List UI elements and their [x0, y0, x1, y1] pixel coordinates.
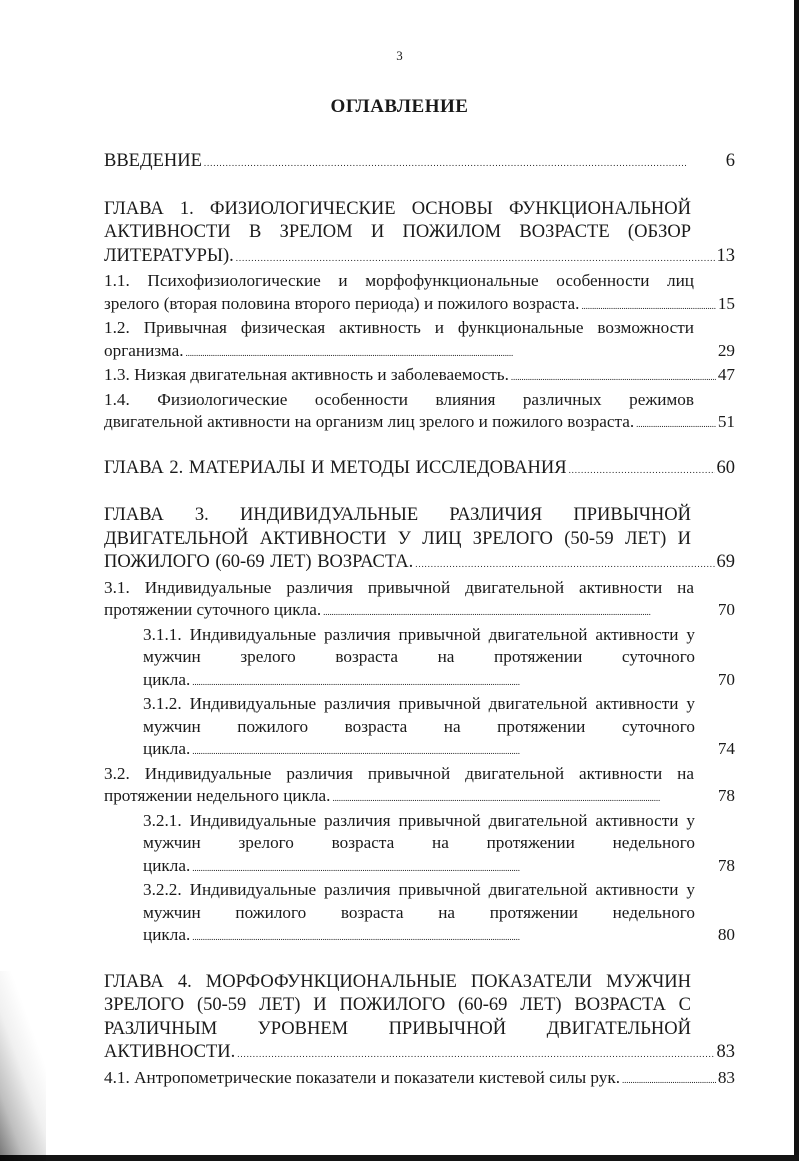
toc-entry-text: 3.2.1. Индивидуальные различия привычной двигательной активности у мужчин зрелого возраста на протяжении недельного: [143, 810, 695, 852]
dot-leader: [569, 457, 715, 483]
page-title: ОГЛАВЛЕНИЕ: [330, 96, 469, 117]
toc-entry-text: 3.1.2. Индивидуальные различия привычной двигательной активности у мужчин пожилого возраста на протяжении суточного: [143, 694, 695, 736]
toc-page-number: 15: [717, 293, 735, 313]
toc-page-number: 70: [717, 600, 735, 619]
toc-page-number: 6: [725, 151, 735, 171]
dot-leader: [192, 738, 716, 763]
toc-entry-text: 1.4. Физиологические особенности влияния различных режимов: [104, 389, 694, 409]
toc-entry-text-end: ЛИТЕРАТУРЫ).: [104, 245, 234, 266]
toc-entry-chapter-3[interactable]: [104, 504, 735, 577]
dot-leader: [581, 293, 715, 318]
toc-entry-chapter-1[interactable]: [104, 198, 735, 271]
toc-entry-text: ГЛАВА 2. МАТЕРИАЛЫ И МЕТОДЫ ИССЛЕДОВАНИЯ: [104, 457, 567, 478]
toc-page-number: 29: [717, 340, 735, 360]
toc-page-number: 51: [717, 412, 735, 431]
toc-entry-section-3-2[interactable]: [104, 763, 735, 810]
toc-entry-text: 1.1. Психофизиологические и морфофункциональные особенности лиц: [104, 271, 694, 290]
toc-entry-text-end: организма.: [104, 340, 184, 360]
toc-entry-text-end: ПОЖИЛОГО (60-69 ЛЕТ) ВОЗРАСТА.: [104, 552, 414, 572]
toc-entry-section-1-3[interactable]: [104, 364, 735, 389]
toc-entry-text-end: протяжении недельного цикла.: [104, 786, 331, 805]
toc-entry-subsection-3-1-2[interactable]: [143, 693, 735, 763]
page-number: 3: [396, 48, 403, 63]
table-of-contents: [104, 150, 735, 1091]
toc-entry-section-3-1[interactable]: [104, 577, 735, 624]
dot-leader: [236, 245, 715, 271]
toc-entry-text-end: двигательной активности на организм лиц зрелого и пожилого возраста.: [104, 412, 635, 431]
toc-entry-text: ГЛАВА 3. ИНДИВИДУАЛЬНЫЕ РАЗЛИЧИЯ ПРИВЫЧНОЙ ДВИГАТЕЛЬНОЙ АКТИВНОСТИ У ЛИЦ ЗРЕЛОГО (50-59 ЛЕТ) И: [104, 505, 691, 549]
dot-leader: [323, 599, 716, 624]
toc-page-number: 60: [716, 457, 735, 478]
scan-right-edge: [794, 0, 799, 1161]
toc-page-number: 78: [717, 855, 735, 875]
dot-leader: [237, 1041, 714, 1067]
toc-entry-text: 1.3. Низкая двигательная активность и заболеваемость.: [104, 365, 509, 384]
toc-entry-text-end: цикла.: [143, 925, 191, 944]
toc-page-number: 74: [717, 739, 735, 758]
toc-entry-text-end: АКТИВНОСТИ.: [104, 1042, 236, 1062]
toc-page-number: 70: [717, 669, 735, 689]
dot-leader: [186, 340, 716, 365]
dot-leader: [192, 669, 716, 694]
toc-entry-subsection-3-2-2[interactable]: [143, 879, 735, 949]
dot-leader: [622, 1067, 716, 1092]
dot-leader: [511, 364, 716, 389]
toc-entry-section-1-2[interactable]: [104, 317, 735, 364]
toc-page-number: 13: [716, 245, 735, 266]
toc-entry-section-4-1[interactable]: [104, 1067, 735, 1092]
toc-entry-introduction[interactable]: [104, 150, 735, 176]
toc-entry-text-end: цикла.: [143, 739, 191, 758]
toc-entry-text: 3.2.2. Индивидуальные различия привычной двигательной активности у мужчин пожилого возраста на протяжении недельного: [143, 880, 695, 922]
toc-entry-text-end: протяжении суточного цикла.: [104, 600, 322, 619]
toc-entry-subsection-3-2-1[interactable]: [143, 810, 735, 880]
toc-entry-subsection-3-1-1[interactable]: [143, 624, 735, 694]
toc-entry-text: 3.1.1. Индивидуальные различия привычной двигательной активности у мужчин зрелого возраста на протяжении суточного: [143, 624, 695, 666]
dot-leader: [204, 150, 724, 176]
toc-entry-section-1-4[interactable]: [104, 389, 735, 436]
toc-entry-text: 1.2. Привычная физическая активность и функциональные возможности: [104, 318, 694, 337]
toc-page-number: 78: [717, 786, 735, 805]
toc-entry-section-1-1[interactable]: [104, 270, 735, 317]
toc-page-number: 69: [716, 552, 735, 572]
toc-page-number: 83: [716, 1042, 735, 1062]
toc-entry-text: ГЛАВА 1. ФИЗИОЛОГИЧЕСКИЕ ОСНОВЫ ФУНКЦИОНАЛЬНОЙ АКТИВНОСТИ В ЗРЕЛОМ И ПОЖИЛОМ ВОЗРАСТЕ (ОБЗОР: [104, 198, 691, 242]
dot-leader: [192, 855, 716, 880]
toc-entry-text-end: цикла.: [143, 669, 191, 689]
toc-page-number: 83: [717, 1067, 735, 1087]
scan-corner-shadow: [0, 971, 46, 1161]
toc-entry-text-end: зрелого (вторая половина второго периода) и пожилого возраста.: [104, 293, 580, 313]
toc-page-number: 80: [717, 925, 735, 944]
scan-bottom-edge: [0, 1155, 799, 1161]
toc-entry-text: 4.1. Антропометрические показатели и показатели кистевой силы рук.: [104, 1067, 621, 1087]
toc-page-number: 47: [717, 365, 735, 384]
toc-entry-text: ВВЕДЕНИЕ: [104, 151, 202, 171]
toc-entry-chapter-4[interactable]: [104, 971, 735, 1067]
dot-leader: [192, 924, 716, 949]
toc-entry-text: ГЛАВА 4. МОРФОФУНКЦИОНАЛЬНЫЕ ПОКАЗАТЕЛИ МУЖЧИН ЗРЕЛОГО (50-59 ЛЕТ) И ПОЖИЛОГО (60-69 ЛЕТ) ВОЗРАСТА С РАЗЛИЧНЫМ УРОВНЕМ ПРИВЫЧНОЙ ДВИГАТЕЛЬНОЙ: [104, 971, 691, 1039]
dot-leader: [636, 411, 716, 436]
toc-entry-chapter-2[interactable]: [104, 457, 735, 483]
toc-entry-text: 3.1. Индивидуальные различия привычной двигательной активности на: [104, 577, 694, 597]
dot-leader: [332, 785, 715, 810]
toc-entry-text-end: цикла.: [143, 855, 191, 875]
toc-entry-text: 3.2. Индивидуальные различия привычной двигательной активности на: [104, 763, 694, 783]
dot-leader: [415, 551, 714, 577]
